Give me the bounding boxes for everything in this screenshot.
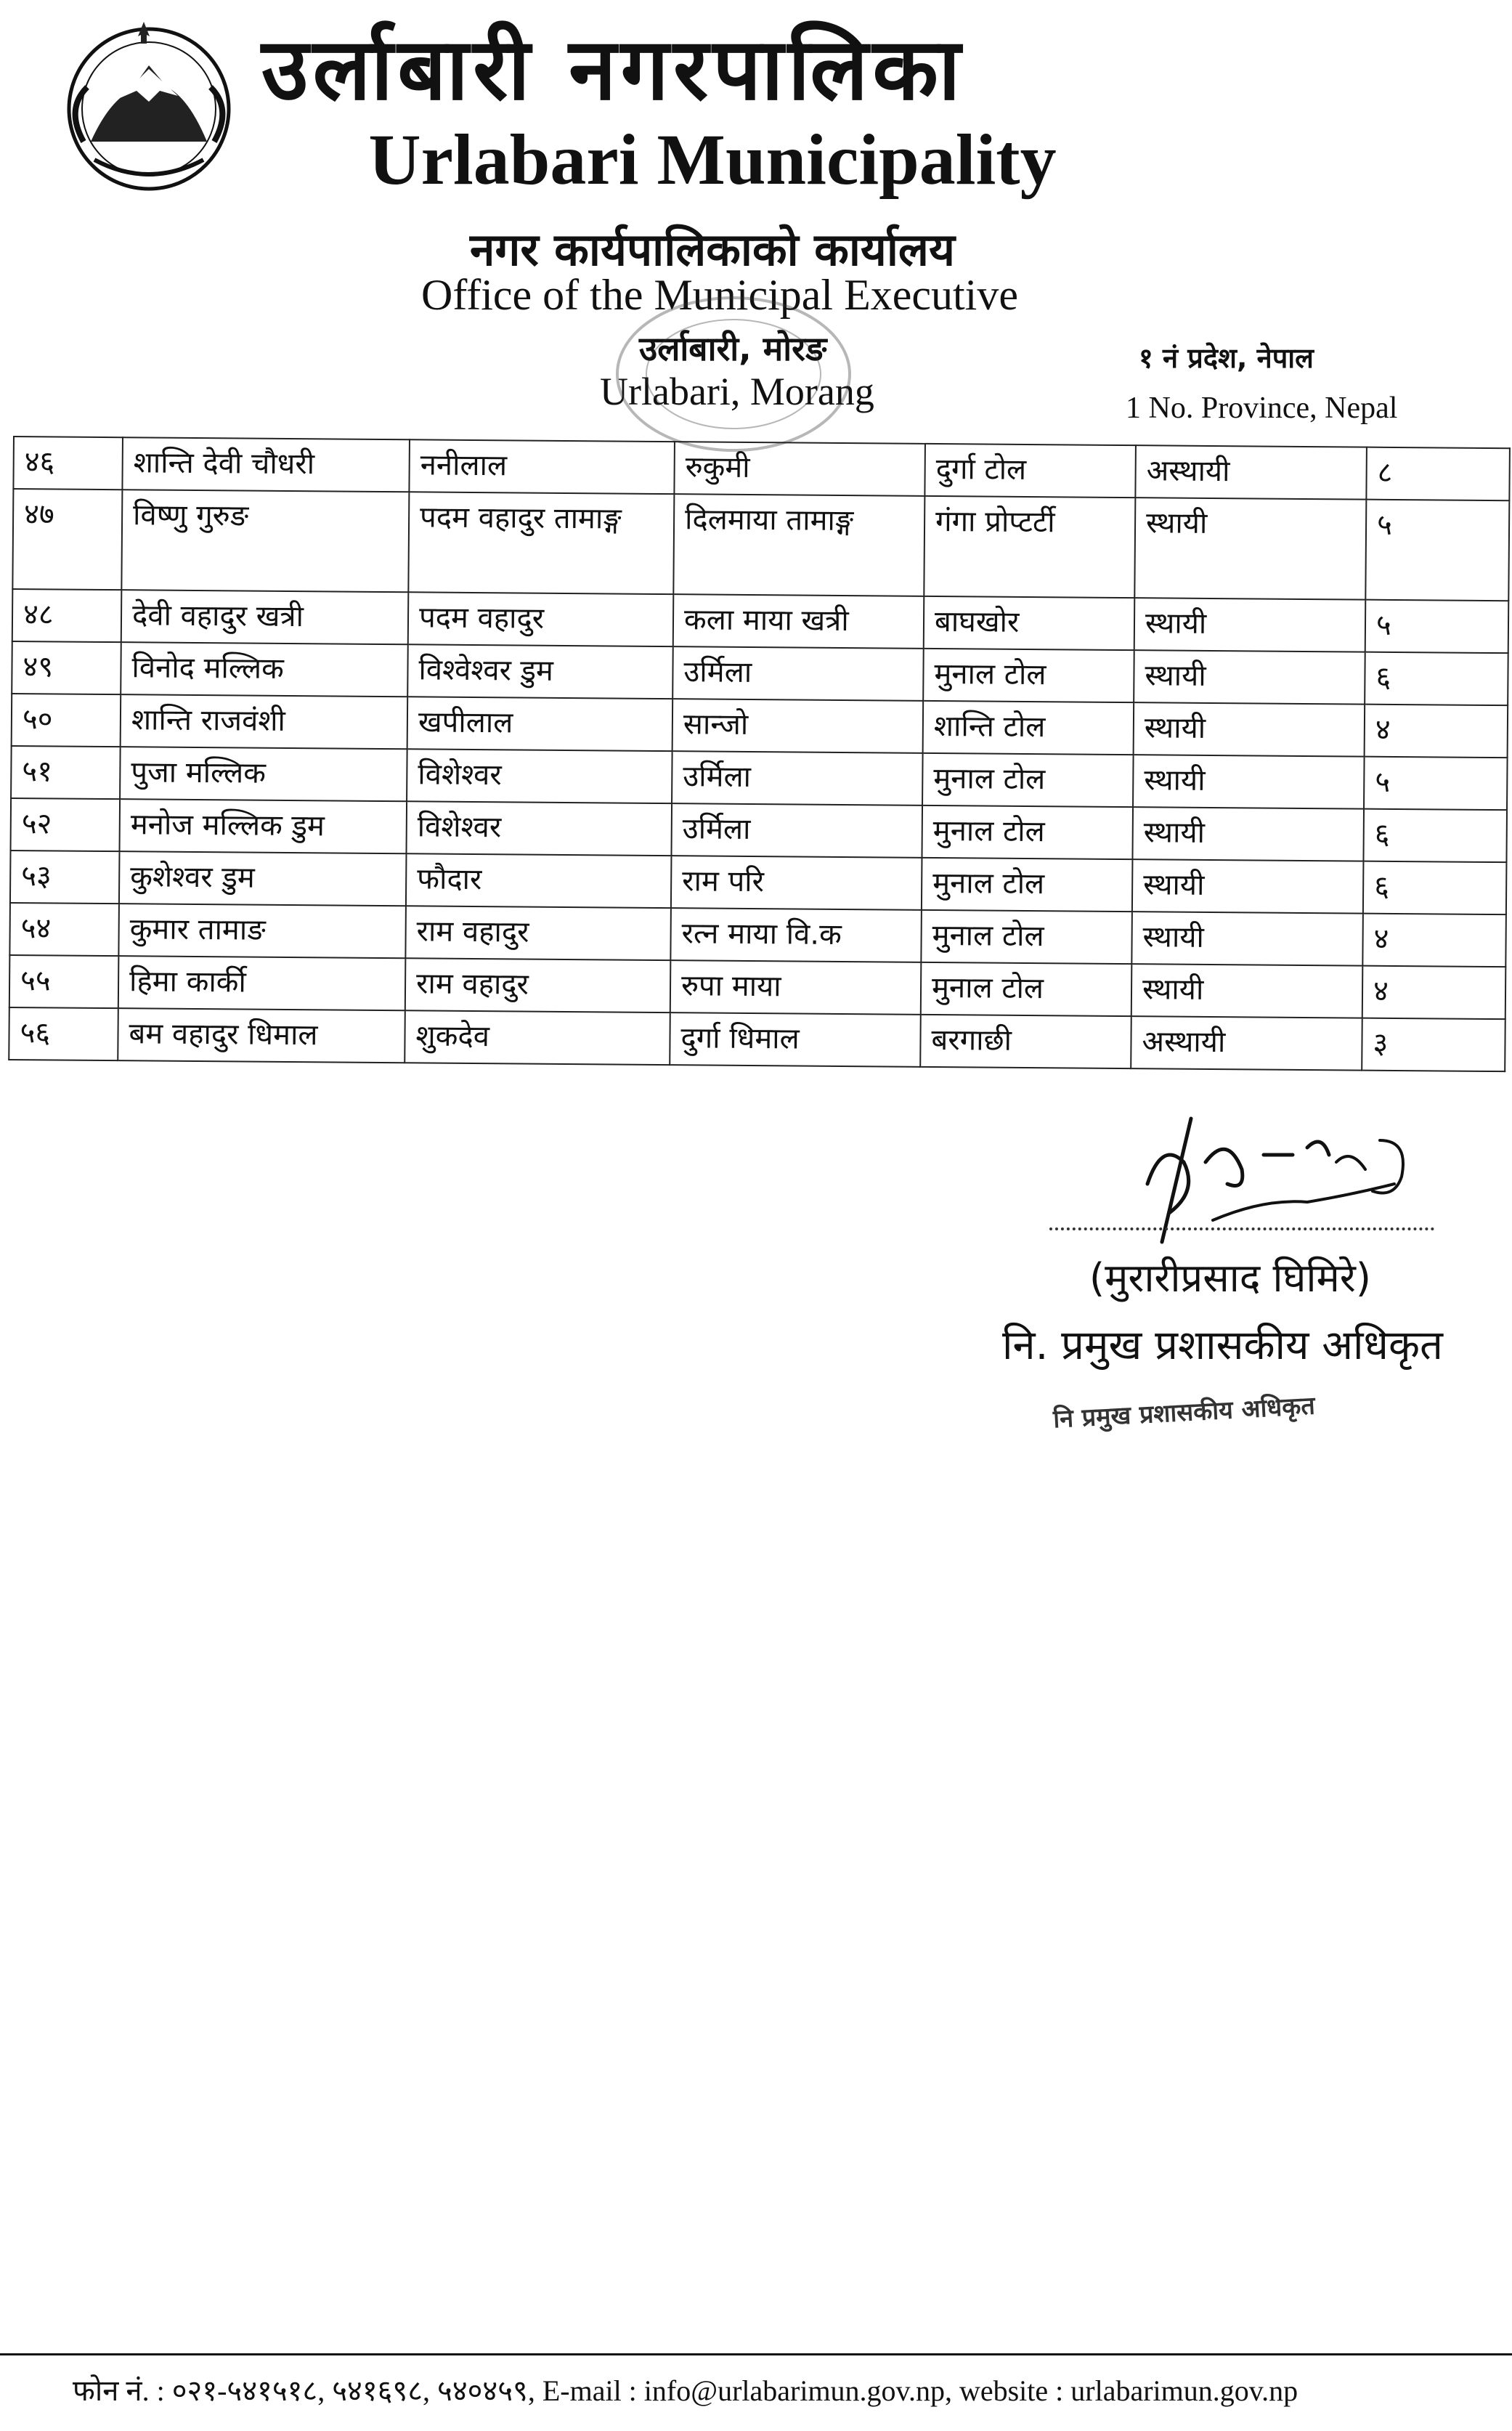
serial-cell: ५३ [10,851,120,904]
signatory-title: नि. प्रमुख प्रशासकीय अधिकृत [1002,1322,1443,1369]
serial-cell: ४६ [13,437,123,490]
serial-cell: ५६ [9,1007,118,1060]
status-cell: स्थायी [1132,859,1364,913]
father-name-cell: पदम वहादुर तामाङ्ग [408,492,674,594]
table-row [9,1007,1505,1071]
father-name-cell: ननीलाल [409,439,675,494]
count-cell: ५ [1364,757,1508,811]
address-cell: मुनाल टोल [921,962,1132,1016]
place-nepali: उर्लाबारी, मोरङ [639,329,827,368]
name-cell: विनोद मल्लिक [121,642,408,697]
status-cell: स्थायी [1134,498,1366,599]
municipality-title-nepali: उर्लाबारी नगरपालिका [261,19,965,119]
status-cell: स्थायी [1133,755,1365,808]
signatory-stamp: नि प्रमुख प्रशासकीय अधिकृत [1052,1391,1316,1434]
count-cell: ३ [1362,1018,1505,1072]
father-name-cell: विशेश्वर [406,801,672,856]
mother-name-cell: रुकुमी [674,442,925,496]
name-cell: शान्ति देवी चौधरी [122,437,410,492]
status-cell: स्थायी [1134,702,1365,756]
municipality-title-english: Urlabari Municipality [368,119,1057,200]
mother-name-cell: दिलमाया तामाङ्ग [673,494,924,596]
father-name-cell: विश्वेश्वर डुम [407,644,673,699]
father-name-cell: राम वहादुर [405,958,671,1012]
address-cell: मुनाल टोल [921,910,1132,964]
count-cell: ६ [1365,652,1508,706]
mother-name-cell: रुपा माया [670,960,922,1015]
status-cell: स्थायी [1134,650,1365,704]
father-name-cell: फौदार [406,853,672,908]
name-cell: कुमार तामाङ [118,904,406,958]
name-cell: विष्णु गुरुङ [121,490,409,592]
table-row [12,489,1509,601]
name-cell: पुजा मल्लिक [120,747,407,801]
mother-name-cell: उर्मिला [672,751,923,805]
address-cell: दुर्गा टोल [924,444,1136,498]
serial-cell: ४९ [12,641,121,694]
office-title-nepali: नगर कार्यपालिकाको कार्यालय [470,223,955,276]
serial-cell: ५० [12,694,121,747]
mother-name-cell: उर्मिला [672,646,924,701]
count-cell: ५ [1365,500,1509,601]
mother-name-cell: कला माया खत्री [673,594,924,649]
signature-line [1049,1227,1434,1230]
address-cell: मुनाल टोल [922,753,1134,807]
address-cell: शान्ति टोल [923,701,1134,755]
office-title-english: Office of the Municipal Executive [421,271,1018,319]
count-cell: ८ [1366,447,1510,501]
mother-name-cell: राम परि [671,856,922,910]
address-cell: मुनाल टोल [922,858,1133,912]
mother-name-cell: दुर्गा धिमाल [670,1012,921,1067]
name-cell: कुशेश्वर डुम [119,851,407,906]
serial-cell: ४७ [12,489,122,590]
name-cell: हिमा कार्की [118,956,406,1010]
province-english: 1 No. Province, Nepal [1126,391,1398,425]
status-cell: स्थायी [1134,598,1366,652]
count-cell: ४ [1362,914,1506,967]
mother-name-cell: सान्जो [672,699,924,753]
signatory-name: (मुरारीप्रसाद घिमिरे) [1089,1255,1371,1301]
father-name-cell: शुकदेव [405,1010,670,1065]
father-name-cell: खपीलाल [407,697,673,751]
data-table [8,436,1511,1072]
address-cell: मुनाल टोल [923,649,1134,702]
address-cell: गंगा प्रोप्टर्टी [924,496,1135,598]
father-name-cell: राम वहादुर [405,906,671,960]
serial-cell: ५२ [11,798,121,851]
address-cell: बाघखोर [924,596,1135,650]
count-cell: ६ [1363,809,1507,863]
name-cell: शान्ति राजवंशी [121,694,408,749]
mother-name-cell: उर्मिला [671,803,922,858]
serial-cell: ५१ [11,746,121,799]
serial-cell: ४८ [12,589,122,642]
place-english: Urlabari, Morang [600,370,874,413]
count-cell: ६ [1363,861,1507,915]
status-cell: स्थायी [1132,807,1364,861]
name-cell: बम वहादुर धिमाल [118,1008,405,1063]
status-cell: स्थायी [1131,964,1363,1018]
province-nepali: १ नं प्रदेश, नेपाल [1139,342,1314,374]
father-name-cell: विशेश्वर [407,749,672,803]
status-cell: अस्थायी [1135,445,1367,499]
serial-cell: ५४ [9,903,119,956]
address-cell: मुनाल टोल [922,805,1133,859]
address-cell: बरगाछी [920,1015,1131,1068]
count-cell: ४ [1362,966,1506,1020]
serial-cell: ५५ [9,955,119,1008]
status-cell: अस्थायी [1131,1016,1362,1070]
footer-contact: फोन नं. : ०२१-५४१५१८, ५४१६९८, ५४०४५९, E-mail : info@urlabarimun.gov.np, website : urlabarimun.gov.np [73,2374,1298,2407]
mother-name-cell: रत्न माया वि.क [670,908,922,962]
name-cell: मनोज मल्लिक डुम [120,799,407,853]
father-name-cell: पदम वहादुर [408,592,674,646]
count-cell: ४ [1365,705,1508,758]
office-stamp-icon [603,287,864,461]
count-cell: ५ [1365,600,1509,654]
status-cell: स्थायी [1131,912,1363,965]
footer-divider [0,2353,1512,2355]
name-cell: देवी वहादुर खत्री [121,590,409,644]
